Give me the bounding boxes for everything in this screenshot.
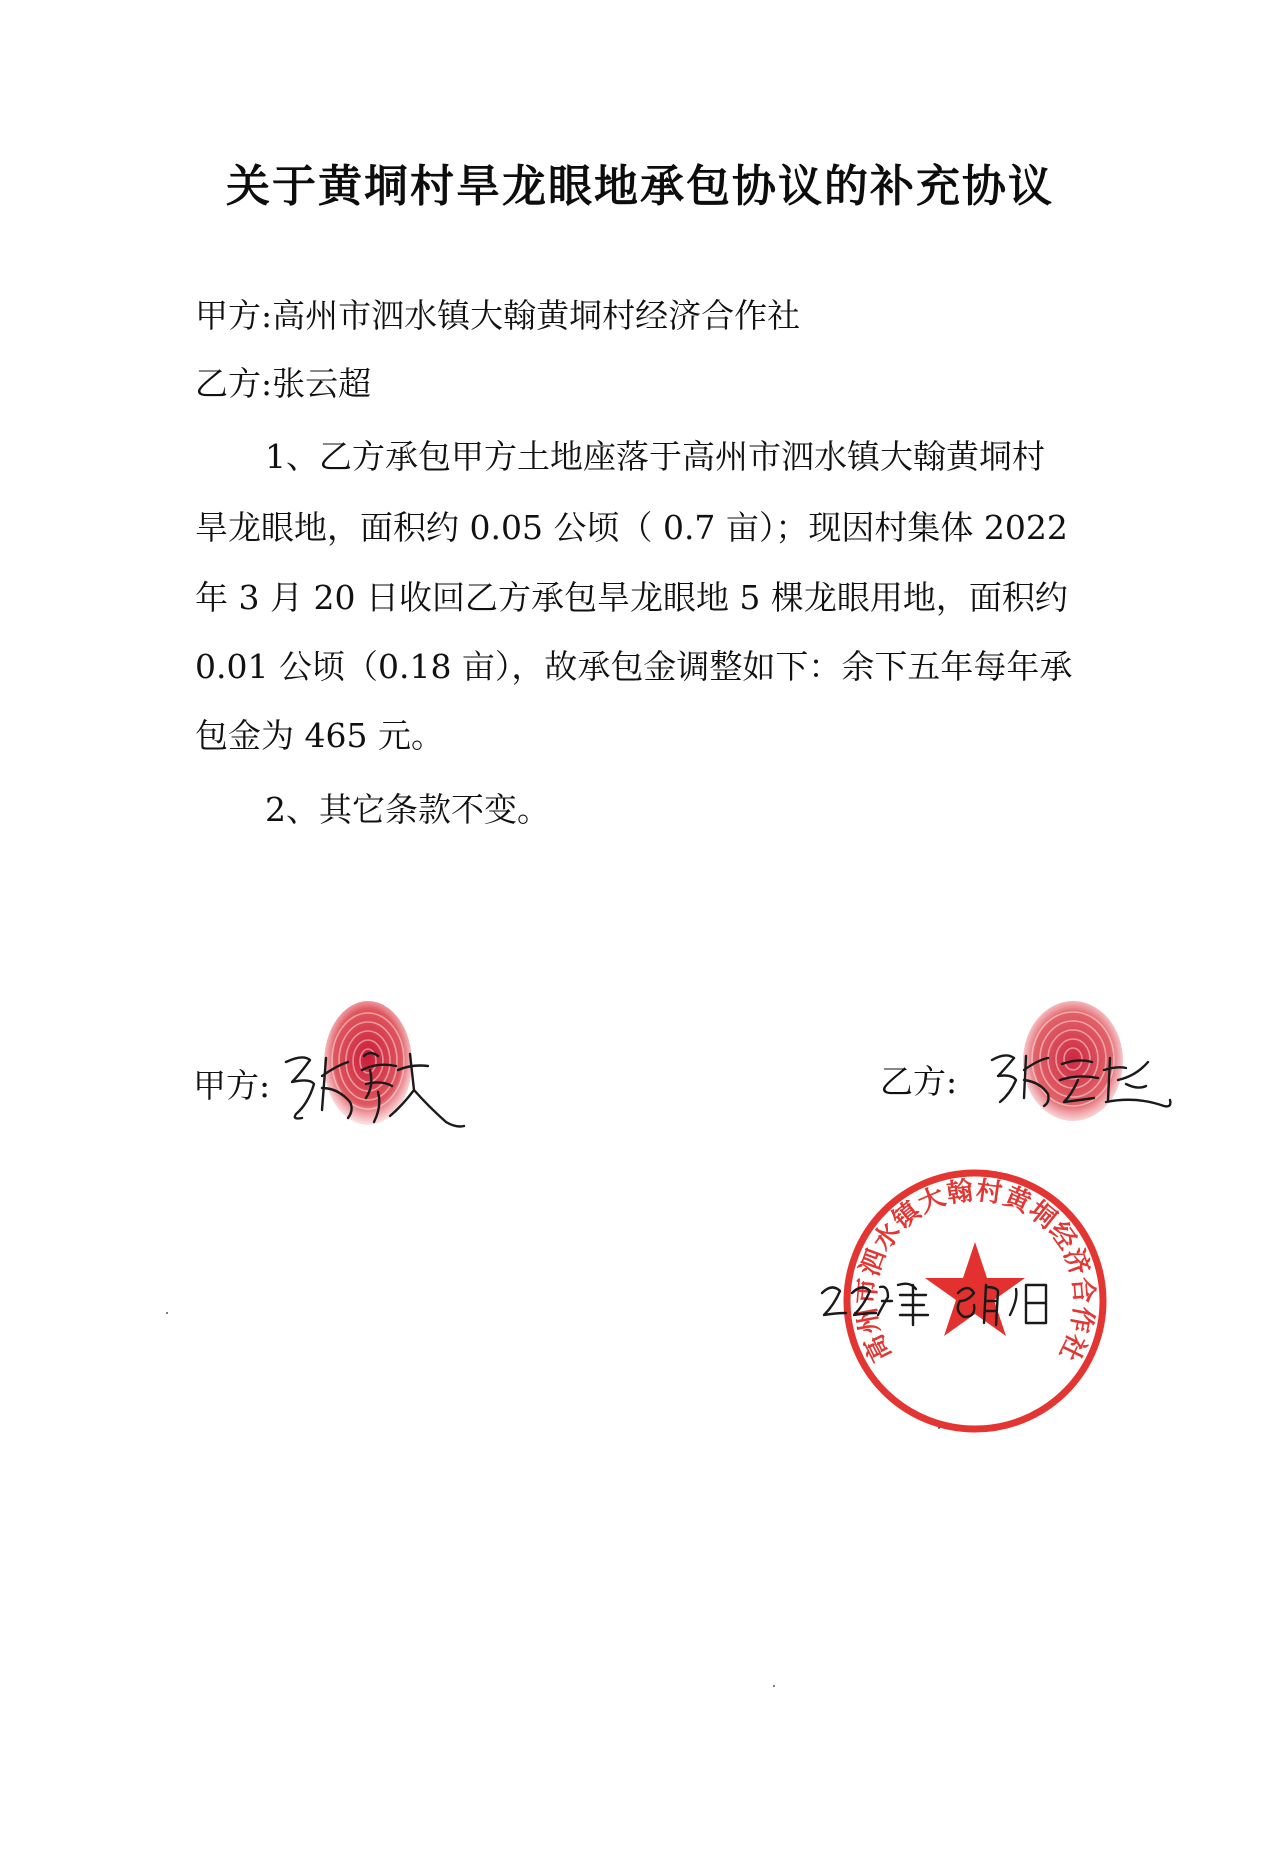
party-b-line: 乙方:张云超: [195, 364, 372, 403]
clause-1-line: 旱龙眼地，面积约 0.05 公顷（ 0.7 亩）；现因村集体 2022: [195, 508, 1068, 547]
scan-speck: [938, 1427, 940, 1429]
clause-1-line: 年 3 月 20 日收回乙方承包旱龙眼地 5 棵龙眼用地，面积约: [195, 578, 1068, 617]
seal-text: 高州市泗水镇大翰村黄垌经济合作社: [851, 1175, 1099, 1367]
clause-2-line: 2、其它条款不变。: [265, 790, 550, 829]
party-a-line: 甲方:高州市泗水镇大翰黄垌村经济合作社: [195, 296, 801, 335]
party-a-handwritten-signature: [278, 1040, 478, 1140]
clause-1-line: 0.01 公顷（0.18 亩），故承包金调整如下：余下五年每年承: [195, 647, 1073, 686]
document-title: 关于黄垌村旱龙眼地承包协议的补充协议: [226, 161, 1054, 212]
clause-1-line: 1、乙方承包甲方土地座落于高州市泗水镇大翰黄垌村: [265, 437, 1045, 476]
scan-speck: [166, 1312, 168, 1314]
party-a-signature-label: 甲方:: [193, 1066, 271, 1105]
party-b-signature-label: 乙方:: [880, 1062, 958, 1101]
party-b-handwritten-signature: [986, 1040, 1176, 1120]
handwritten-date: [818, 1275, 1068, 1335]
scan-speck: [773, 1685, 775, 1687]
clause-1-line: 包金为 465 元。: [195, 716, 444, 755]
